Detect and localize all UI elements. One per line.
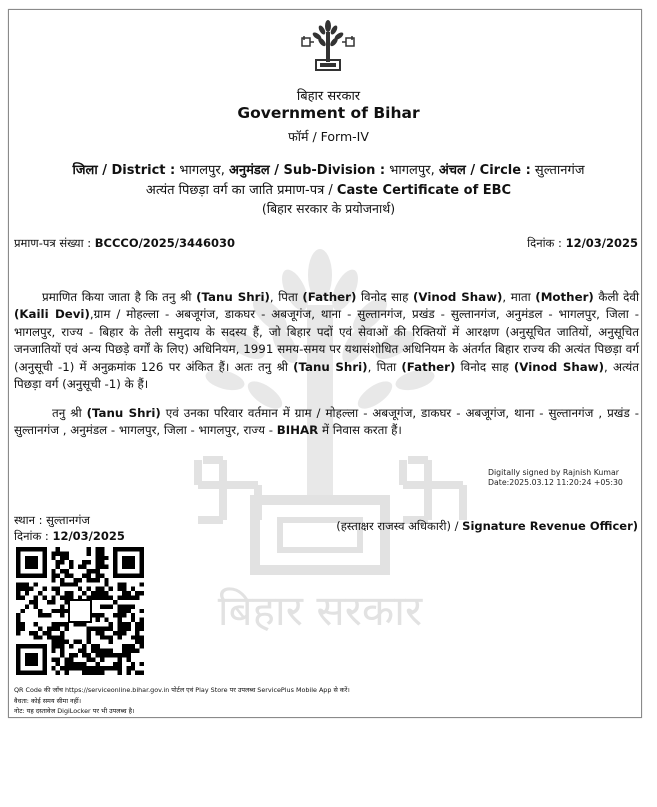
para1-text: , अत्यंत पिछड़ा वर्ग (अनुसूची -1) के हैं। <box>14 359 639 392</box>
qr-code <box>16 547 144 675</box>
certificate-number <box>14 236 235 251</box>
state-name: BIHAR <box>276 423 319 438</box>
para2-text: में निवास करता हैं। <box>318 423 402 438</box>
para1-text: , माता <box>502 290 536 304</box>
header-title-english: Government of Bihar <box>237 104 420 122</box>
certification-paragraph <box>14 289 639 393</box>
applicant-name-en: (Tanu Shri) <box>86 406 161 420</box>
signature-officer <box>336 519 638 534</box>
digilocker-note: नोट: यह दस्तावेज DigiLocker पर भी उपलब्ध है। <box>14 707 135 715</box>
digital-signature <box>488 468 623 488</box>
header-title-hindi: बिहार सरकार <box>296 89 361 104</box>
left-swastika-watermark <box>193 455 263 525</box>
watermark-text: बिहार सरकार <box>217 586 423 635</box>
para1-text: कैली देवी <box>593 290 639 304</box>
certificate-title-hindi: अत्यंत पिछड़ा वर्ग का जाति प्रमाण-पत्र / <box>145 183 333 198</box>
father-name-en: (Vinod Shaw) <box>513 359 604 374</box>
para1-text: ,ग्राम / मोहल्ला - अबजूगंज, डाकघर - अबजूगंज, थाना - सुल्तानगंज, प्रखंड - सुल्तानगंज, अनुमंडल - भागलपुर, जिला - भागलपुर, राज्य - बिहार के तेली समुदाय के सदस्य हैं, जो बिहार पदों एवं सेवाओं की रिक्तियों में आरक्षण (अनुसूचित जातियों, अनुसूचित जनजातियों एवं अन्य पिछड़े वर्गों के लिए) अधिनियम, 1991 समय-समय पर यथासंशोधित अधिनियम के अंतर्गत बिहार राज्य की अत्यंत पिछड़ा वर्ग (अनुसूची -1) में अनुक्रमांक 126 पर अंकित हैं। अतः तनु श्री <box>14 307 639 374</box>
applicant-name-en: (Tanu Shri) <box>196 290 270 304</box>
residence-paragraph <box>14 405 639 440</box>
para2-text: तनु श्री <box>52 406 87 420</box>
father-label-en: (Father) <box>401 359 456 374</box>
circle-label: अंचल / Circle : <box>438 163 531 178</box>
para2-text: एवं उनका परिवार वर्तमान में ग्राम / मोहल्ला - अबजूगंज, डाकघर - अबजूगंज, थाना - सुल्तानगंज , प्रखंड - सुल्तानगंज , अनुमंडल - भागलपुर, जिला - भागलपुर, राज्य - <box>14 406 639 438</box>
signature-hindi: (हस्ताक्षर राजस्व अधिकारी) / <box>336 519 459 533</box>
place-label: स्थान : <box>14 513 43 527</box>
place <box>14 513 90 528</box>
form-label: फॉर्म / Form-IV <box>288 129 369 144</box>
certificate-number-label: प्रमाण-पत्र संख्या : <box>14 236 92 250</box>
subdivision-label: अनुमंडल / Sub-Division : <box>229 163 386 178</box>
certificate-title <box>0 180 657 198</box>
issue-date-bottom-value: 12/03/2025 <box>52 529 125 543</box>
subdivision-value: भागलपुर, <box>389 163 435 178</box>
issue-date-bottom-label: दिनांक : <box>14 529 49 543</box>
issue-date-value: 12/03/2025 <box>565 236 638 250</box>
validity-note: वैधता: कोई समय सीमा नहीं। <box>14 697 82 705</box>
para1-text: प्रमाणित किया जाता है कि तनु श्री <box>42 290 197 304</box>
district-value: भागलपुर, <box>179 163 225 178</box>
digital-signature-name: Digitally signed by Rajnish Kumar <box>488 468 619 477</box>
para1-text: , पिता <box>367 359 402 374</box>
place-value: सुल्तानगंज <box>46 513 90 527</box>
qr-verification-note: QR Code की जाँच https://serviceonline.bihar.gov.in पोर्टल एवं Play Store पर उपलब्ध ServicePlus Mobile App से करें। <box>14 686 350 694</box>
mother-name-en: (Kaili Devi) <box>14 307 90 322</box>
para1-text: , पिता <box>269 290 303 304</box>
issue-date-bottom <box>14 529 125 544</box>
circle-value: सुल्तानगंज <box>534 163 585 178</box>
right-swastika-watermark <box>398 455 468 525</box>
purpose-note: (बिहार सरकार के प्रयोजनार्थ) <box>261 201 396 216</box>
signature-english: Signature Revenue Officer) <box>462 519 638 533</box>
district-label: जिला / District : <box>72 163 176 178</box>
certificate-number-value: BCCCO/2025/3446030 <box>94 236 236 250</box>
bihar-emblem-icon <box>298 20 358 72</box>
applicant-name-en: (Tanu Shri) <box>293 359 368 374</box>
digital-signature-date: Date:2025.03.12 11:20:24 +05:30 <box>488 478 623 487</box>
para1-text: विनोद साह <box>356 290 413 304</box>
certificate-title-english: Caste Certificate of EBC <box>336 183 512 198</box>
father-label-en: (Father) <box>302 290 357 304</box>
issue-date-top <box>527 236 638 251</box>
father-name-en: (Vinod Shaw) <box>413 290 503 304</box>
mother-label-en: (Mother) <box>535 290 594 304</box>
issue-date-label: दिनांक : <box>527 236 562 250</box>
district-line <box>0 160 657 178</box>
para1-text: विनोद साह <box>455 359 514 374</box>
